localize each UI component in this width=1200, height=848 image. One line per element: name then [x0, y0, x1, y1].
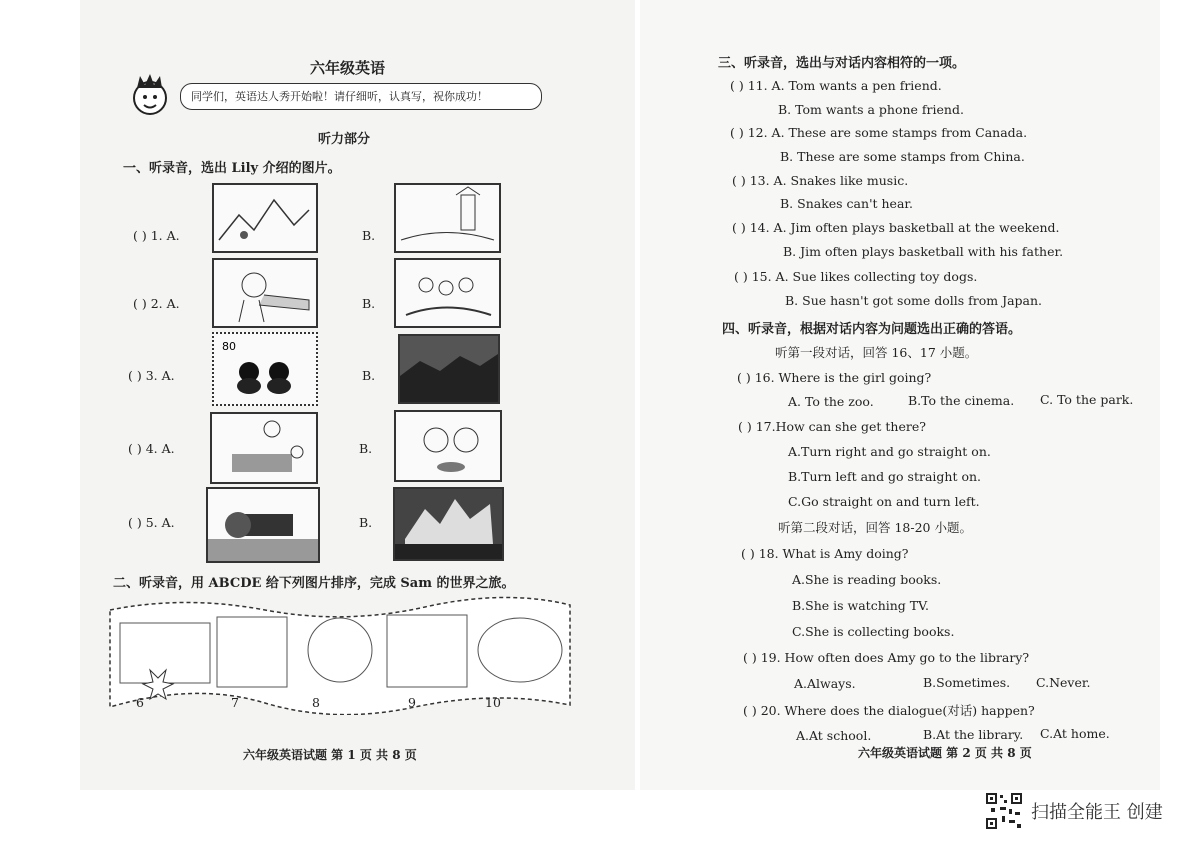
q16-opt-b: B.To the cinema.: [908, 393, 1015, 408]
banner-text: 同学们，英语达人秀开始啦！请仔细听，认真写，祝你成功！: [191, 90, 488, 103]
q20-label: ( ) 20. Where does the dialogue(对话) happen?: [743, 703, 1035, 718]
q1-b-label: B.: [362, 228, 376, 243]
q1-image-a: [212, 183, 318, 253]
q5-image-a: [206, 487, 320, 563]
q20-opt-c: C.At home.: [1040, 726, 1110, 741]
q14-label: ( ) 14. A. Jim often plays basketball at the weekend.: [732, 220, 1060, 235]
q4-image-a: [210, 412, 318, 484]
qr-code-icon: [985, 792, 1023, 830]
q17-label: ( ) 17.How can she get there?: [738, 419, 926, 434]
q18-label: ( ) 18. What is Amy doing?: [741, 546, 909, 561]
part1-instruction: 听第一段对话，回答 16、17 小题。: [775, 345, 978, 360]
q5-label: ( ) 5. A.: [128, 515, 175, 530]
q4-b-label: B.: [359, 441, 373, 456]
cartoon-boy-icon: [125, 70, 175, 120]
q3-image-a-stamp: [212, 332, 318, 406]
q12-b: B. These are some stamps from China.: [780, 149, 1025, 164]
q1-label: ( ) 1. A.: [133, 228, 180, 243]
q15-b: B. Sue hasn't got some dolls from Japan.: [785, 293, 1043, 308]
right-footer: 六年级英语试题 第 2 页 共 8 页: [858, 746, 1032, 760]
q16-label: ( ) 16. Where is the girl going?: [737, 370, 932, 385]
watermark-text: 扫描全能王 创建: [1031, 802, 1163, 823]
order-number-8: 8: [312, 695, 320, 710]
section4-heading: 四、听录音，根据对话内容为问题选出正确的答语。: [722, 322, 1022, 337]
q3-image-b: [398, 334, 500, 404]
section2-heading: 二、听录音，用 ABCDE 给下列图片排序，完成 Sam 的世界之旅。: [113, 576, 515, 591]
q17-opt-a: A.Turn right and go straight on.: [788, 444, 991, 459]
section3-heading: 三、听录音，选出与对话内容相符的一项。: [718, 56, 966, 71]
q2-b-label: B.: [362, 296, 376, 311]
part2-instruction: 听第二段对话，回答 18-20 小题。: [778, 520, 972, 535]
q11-b: B. Tom wants a phone friend.: [778, 102, 964, 117]
listening-heading: 听力部分: [318, 132, 371, 147]
q4-label: ( ) 4. A.: [128, 441, 175, 456]
q17-opt-c: C.Go straight on and turn left.: [788, 494, 980, 509]
section1-heading: 一、听录音，选出 Lily 介绍的图片。: [123, 161, 341, 176]
travel-strip: [105, 595, 575, 715]
q13-b: B. Snakes can't hear.: [780, 196, 913, 211]
q16-opt-a: A. To the zoo.: [788, 394, 874, 409]
q18-opt-b: B.She is watching TV.: [792, 598, 929, 613]
order-number-10: 10: [485, 695, 501, 710]
q2-image-a: [212, 258, 318, 328]
q11-label: ( ) 11. A. Tom wants a pen friend.: [730, 78, 942, 93]
scanner-watermark: [985, 792, 1163, 830]
q5-b-label: B.: [359, 515, 373, 530]
order-number-6: 6: [136, 695, 144, 710]
q1-image-b: [394, 183, 501, 253]
q15-label: ( ) 15. A. Sue likes collecting toy dogs.: [734, 269, 978, 284]
q18-opt-a: A.She is reading books.: [792, 572, 942, 587]
q18-opt-c: C.She is collecting books.: [792, 624, 955, 639]
page-title: 六年级英语: [310, 59, 386, 77]
q19-opt-b: B.Sometimes.: [923, 675, 1011, 690]
q5-image-b: [393, 487, 504, 561]
q13-label: ( ) 13. A. Snakes like music.: [732, 173, 909, 188]
q4-image-b: [394, 410, 502, 482]
q17-opt-b: B.Turn left and go straight on.: [788, 469, 982, 484]
order-number-9: 9: [408, 695, 416, 710]
order-number-7: 7: [231, 695, 239, 710]
q2-image-b: [394, 258, 501, 328]
q3-label: ( ) 3. A.: [128, 368, 175, 383]
banner-bubble: [180, 83, 542, 110]
q12-label: ( ) 12. A. These are some stamps from Canada.: [730, 125, 1028, 140]
q14-b: B. Jim often plays basketball with his father.: [783, 244, 1064, 259]
q19-opt-a: A.Always.: [794, 676, 856, 691]
q2-label: ( ) 2. A.: [133, 296, 180, 311]
q19-opt-c: C.Never.: [1036, 675, 1091, 690]
stamp-value: 80: [222, 340, 236, 353]
q16-opt-c: C. To the park.: [1040, 392, 1134, 407]
q3-b-label: B.: [362, 368, 376, 383]
left-footer: 六年级英语试题 第 1 页 共 8 页: [243, 748, 417, 762]
q20-opt-a: A.At school.: [796, 728, 872, 743]
q19-label: ( ) 19. How often does Amy go to the library?: [743, 650, 1030, 665]
q20-opt-b: B.At the library.: [923, 727, 1024, 742]
